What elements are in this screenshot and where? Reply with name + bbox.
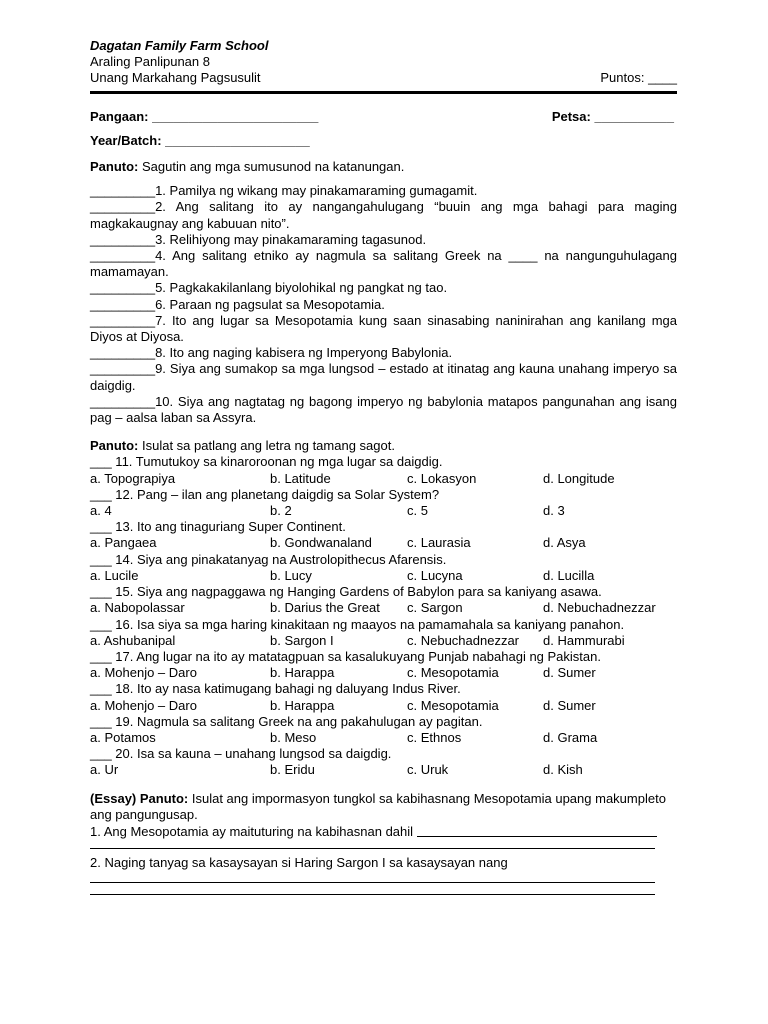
mc-option: d. Kish — [543, 762, 583, 778]
mc-options — [90, 600, 677, 616]
school-name: Dagatan Family Farm School — [90, 38, 269, 53]
mc-options — [90, 633, 677, 649]
mc-option: c. Sargon — [407, 600, 463, 616]
mc-question — [90, 746, 677, 778]
part1-instr-text: Sagutin ang mga sumusunod na katanungan. — [138, 159, 405, 175]
header — [90, 38, 677, 94]
mc-question-text[interactable]: ___ 11. Tumutukoy sa kinaroroonan ng mga lugar sa daigdig. — [90, 454, 443, 470]
mc-question-text[interactable]: ___ 12. Pang – ilan ang planetang daigdig sa Solar System? — [90, 486, 440, 502]
identification-item[interactable]: _________7. Ito ang lugar sa Mesopotamia kung saan sinasabing naninirahan ang kanilang mga Diyos at Diyosa. — [90, 312, 677, 345]
essay-instr-text: Isulat ang impormasyon tungkol sa kabihasnang Mesopotamia upang makumpleto ang pangungusap. — [90, 790, 666, 822]
mc-question — [90, 681, 677, 713]
mc-option: d. Hammurabi — [543, 632, 625, 648]
mc-option: d. Grama — [543, 729, 598, 745]
mc-options — [90, 568, 677, 584]
mc-option: c. Mesopotamia — [407, 665, 499, 681]
identification-item[interactable]: _________1. Pamilya ng wikang may pinakamaraming gumagamit. — [90, 183, 478, 199]
mc-question-text[interactable]: ___ 13. Ito ang tinaguriang Super Continent. — [90, 519, 346, 535]
mc-option: c. 5 — [407, 503, 428, 519]
exam-title: Unang Markahang Pagsusulit — [90, 70, 261, 86]
mc-option: b. Gondwanaland — [270, 535, 372, 551]
part1-instructions — [90, 159, 677, 175]
identification-item[interactable]: _________5. Pagkakakilanlang biyolohikal ng pangkat ng tao. — [90, 280, 448, 296]
mc-option: d. 3 — [543, 503, 565, 519]
mc-option: d. Longitude — [543, 470, 615, 486]
mc-option: d. Lucilla — [543, 567, 595, 583]
mc-option: d. Sumer — [543, 697, 596, 713]
mc-option: c. Lucyna — [407, 567, 463, 583]
mc-option: b. 2 — [270, 503, 292, 519]
mc-options — [90, 730, 677, 746]
mc-option: c. Nebuchadnezzar — [407, 632, 520, 648]
mc-question-text[interactable]: ___ 20. Isa sa kauna – unahang lungsod sa daigdig. — [90, 746, 392, 762]
mc-question-text[interactable]: ___ 15. Siya ang nagpaggawa ng Hanging Gardens of Babylon para sa kaniyang asawa. — [90, 584, 602, 600]
mc-option: b. Lucy — [270, 567, 312, 583]
mc-option: a. Pangaea — [90, 535, 157, 551]
mc-option: d. Sumer — [543, 665, 596, 681]
mc-question-text[interactable]: ___ 17. Ang lugar na ito ay matatagpuan sa kasalukuyang Punjab nabahagi ng Pakistan. — [90, 648, 601, 664]
essay-question-1-text: 1. Ang Mesopotamia ay maituturing na kabihasnan dahil — [90, 823, 414, 839]
mc-option: b. Eridu — [270, 762, 315, 778]
mc-option: a. 4 — [90, 503, 112, 519]
mc-option: c. Uruk — [407, 762, 449, 778]
mc-question — [90, 454, 677, 486]
exam-page — [90, 38, 677, 895]
identification-item[interactable]: _________9. Siya ang sumakop sa mga lungsod – estado at itinatag ang kauna unahang imperyo sa daigdig. — [90, 361, 677, 393]
mc-option: b. Harappa — [270, 665, 335, 681]
name-field[interactable]: Pangaan: _______________________ — [90, 108, 319, 124]
mc-question — [90, 714, 677, 746]
mc-option: a. Mohenjo – Daro — [90, 665, 197, 681]
part2-instructions — [90, 438, 677, 454]
mc-option: b. Sargon I — [270, 632, 334, 648]
mc-option: a. Lucile — [90, 567, 139, 583]
mc-question-text[interactable]: ___ 19. Nagmula sa salitang Greek na ang pakahulugan ay pagitan. — [90, 713, 483, 729]
mc-options — [90, 665, 677, 681]
mc-option: b. Meso — [270, 729, 317, 745]
essay-answer-blank-1a[interactable] — [417, 836, 657, 837]
mc-question — [90, 584, 677, 616]
mc-option: d. Asya — [543, 535, 586, 551]
identification-item[interactable]: _________8. Ito ang naging kabisera ng Imperyong Babylonia. — [90, 345, 453, 361]
essay-instructions — [90, 791, 677, 823]
mc-options — [90, 503, 677, 519]
identification-list — [90, 183, 677, 426]
score-label: Puntos: ____ — [600, 70, 677, 86]
mc-options — [90, 535, 677, 551]
mc-option: a. Topograpiya — [90, 470, 176, 486]
mc-option: a. Potamos — [90, 729, 156, 745]
mc-option: b. Darius the Great — [270, 600, 380, 616]
mc-option: c. Laurasia — [407, 535, 471, 551]
identification-item[interactable]: _________10. Siya ang nagtatag ng bagong imperyo ng babylonia matapos pangunahan ang isang pag – aalsa laban sa Assyra. — [90, 393, 677, 426]
date-field[interactable]: Petsa: ___________ — [551, 108, 674, 124]
mc-option: d. Nebuchadnezzar — [543, 600, 656, 616]
identification-item[interactable]: _________4. Ang salitang etniko ay nagmula sa salitang Greek na ____ na nangunguhulagang mamamayan. — [90, 248, 677, 280]
part2-instr-text: Isulat sa patlang ang letra ng tamang sagot. — [138, 438, 395, 454]
mc-option: c. Ethnos — [407, 729, 462, 745]
mc-option: a. Mohenjo – Daro — [90, 697, 197, 713]
mc-question — [90, 617, 677, 649]
identification-item[interactable]: _________2. Ang salitang ito ay nangangahulugang “buuin ang mga bahagi para maging magkakaugnay ang kabuuan nito”. — [90, 199, 677, 231]
mc-question — [90, 552, 677, 584]
mc-question — [90, 519, 677, 551]
mc-option: c. Mesopotamia — [407, 697, 499, 713]
mc-options — [90, 762, 677, 778]
mc-option: a. Ur — [90, 762, 119, 778]
subject-name: Araling Panlipunan 8 — [90, 54, 210, 70]
mc-options — [90, 698, 677, 714]
mc-option: a. Ashubanipal — [90, 632, 176, 648]
mc-option: a. Nabopolassar — [90, 600, 185, 616]
mc-options — [90, 471, 677, 487]
mc-option: b. Harappa — [270, 697, 335, 713]
essay-instr-label: (Essay) Panuto: — [90, 790, 189, 806]
mc-option: c. Lokasyon — [407, 470, 477, 486]
multiple-choice-section — [90, 438, 677, 778]
essay-question-1 — [90, 824, 677, 840]
mc-question-text[interactable]: ___ 16. Isa siya sa mga haring kinakitaan ng maayos na pamamahala sa kaniyang panahon. — [90, 616, 625, 632]
mc-question-text[interactable]: ___ 18. Ito ay nasa katimugang bahagi ng daluyang Indus River. — [90, 681, 461, 697]
name-date-row — [90, 109, 677, 125]
identification-item[interactable]: _________3. Relihiyong may pinakamaraming tagasunod. — [90, 231, 427, 247]
essay-question-2-text: 2. Naging tanyag sa kasaysayan si Haring Sargon I sa kasaysayan nang — [90, 855, 508, 871]
mc-question-text[interactable]: ___ 14. Siya ang pinakatanyag na Austrolopithecus Afarensis. — [90, 551, 447, 567]
year-field[interactable]: Year/Batch: ____________________ — [90, 132, 310, 148]
mc-question — [90, 649, 677, 681]
header-divider — [90, 91, 677, 94]
essay-answer-line-1b[interactable] — [90, 848, 655, 849]
exam-title-row — [90, 70, 677, 86]
part2-instr-label: Panuto: — [90, 438, 139, 454]
mc-option: b. Latitude — [270, 470, 331, 486]
essay-section — [90, 791, 677, 896]
essay-answer-line-2b[interactable] — [90, 894, 655, 895]
essay-answer-line-2a[interactable] — [90, 882, 655, 883]
identification-item[interactable]: _________6. Paraan ng pagsulat sa Mesopotamia. — [90, 296, 385, 312]
part1-instr-label: Panuto: — [90, 159, 139, 175]
mc-question — [90, 487, 677, 519]
